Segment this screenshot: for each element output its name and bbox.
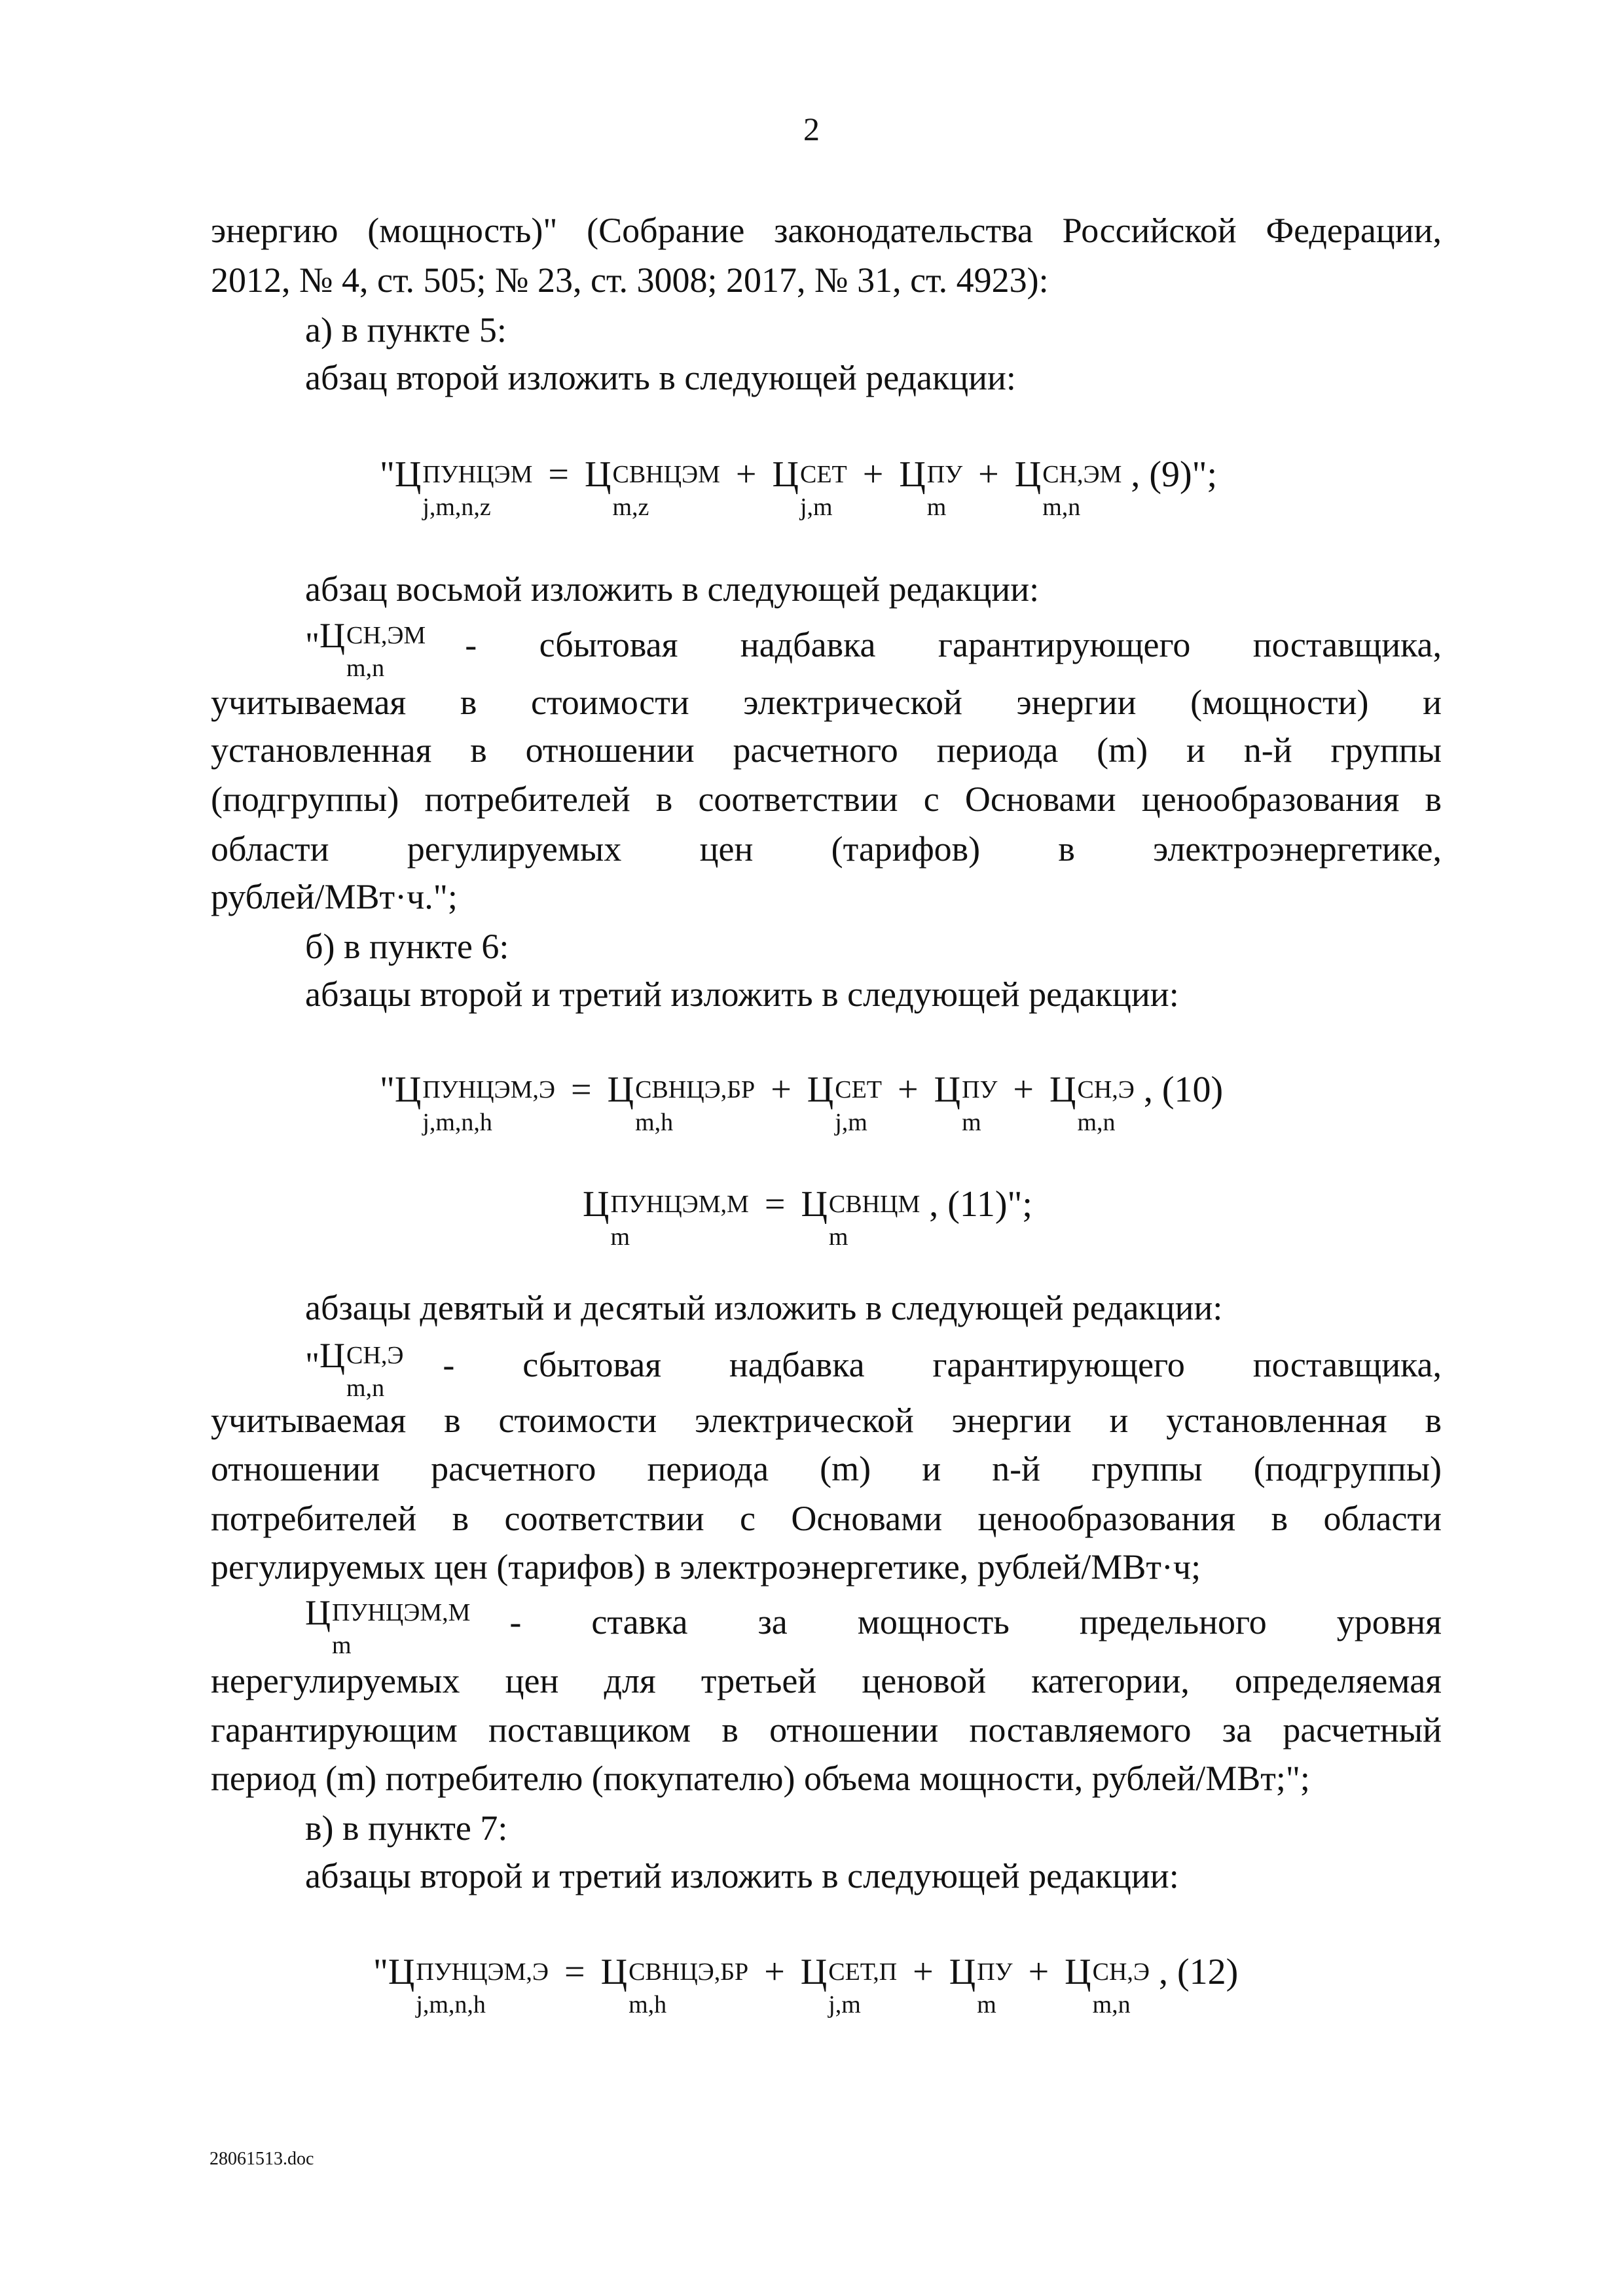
page-number: 2 <box>803 111 820 147</box>
formula-term: Ц СН,ЭМ m,n <box>319 616 426 682</box>
formula-term: Ц СВНЦЭМ m,z <box>585 454 720 521</box>
paragraph-line: отношении расчетного периода (m) и n-й группы (подгруппы) <box>211 1449 1442 1488</box>
paragraph-line: абзац второй изложить в следующей редакции: <box>305 358 1016 397</box>
formula-term: Ц СЕТ j,m <box>772 454 847 521</box>
formula-12: " Ц ПУНЦЭМ,Э j,m,n,h = Ц СВНЦЭ,БР m,h + Ц СЕТ,П j,m + Ц ПУ m + Ц СН,Э m,n , (12) <box>373 1943 1238 2013</box>
formula-term: Ц ПУ m <box>949 1952 1013 2018</box>
paragraph-line: период (m) потребителю (покупателю) объема мощности, рублей/МВт;"; <box>211 1759 1310 1798</box>
paragraph-line: 2012, № 4, ст. 505; № 23, ст. 3008; 2017, № 31, ст. 4923): <box>211 260 1049 300</box>
formula-term: Ц ПУ m <box>899 454 963 521</box>
formula-term: Ц СВНЦЭ,БР m,h <box>600 1952 749 2018</box>
formula-term: Ц ПУ m <box>934 1069 998 1136</box>
formula-term: Ц СЕТ j,m <box>807 1069 883 1136</box>
paragraph-line: (подгруппы) потребителей в соответствии с Основами ценообразования в <box>211 780 1442 819</box>
paragraph-line: абзац восьмой изложить в следующей редакции: <box>305 569 1040 609</box>
paragraph-line: учитываемая в стоимости электрической энергии и установленная в <box>211 1401 1442 1440</box>
formula-term: Ц ПУНЦЭМ,Э j,m,n,h <box>394 1069 556 1136</box>
formula-term: Ц СН,Э m,n <box>1049 1069 1135 1136</box>
paragraph-line: энергию (мощность)" (Собрание законодательства Российской Федерации, <box>211 211 1442 250</box>
paragraph-line: абзацы девятый и десятый изложить в следующей редакции: <box>305 1288 1223 1327</box>
footer-filename: 28061513.doc <box>210 2149 314 2169</box>
paragraph-line: области регулируемых цен (тарифов) в электроэнергетике, <box>211 829 1442 869</box>
formula-term: Ц ПУНЦЭМ,М m <box>583 1184 749 1251</box>
formula-term: Ц ПУНЦЭМ j,m,n,z <box>394 454 533 521</box>
paragraph-line: абзацы второй и третий изложить в следующей редакции: <box>305 1856 1179 1895</box>
formula-term: Ц СЕТ,П j,m <box>800 1952 898 2018</box>
definition-line: Ц ПУНЦЭМ,М m - ставка за мощность предельного уровня <box>305 1589 1442 1654</box>
paragraph-line: гарантирующим поставщиком в отношении поставляемого за расчетный <box>211 1710 1442 1749</box>
paragraph-line: учитываемая в стоимости электрической энергии (мощности) и <box>211 683 1442 722</box>
paragraph-line: установленная в отношении расчетного периода (m) и n-й группы <box>211 730 1442 770</box>
formula-11: Ц ПУНЦЭМ,М m = Ц СВНЦМ m , (11)"; <box>583 1175 1032 1246</box>
paragraph-line: нерегулируемых цен для третьей ценовой категории, определяемая <box>211 1661 1442 1700</box>
paragraph-line: в) в пункте 7: <box>305 1808 508 1848</box>
formula-term: Ц СН,Э m,n <box>319 1336 404 1402</box>
paragraph-line: а) в пункте 5: <box>305 310 507 350</box>
formula-term: Ц ПУНЦЭМ,М m <box>305 1593 471 1659</box>
formula-term: Ц ПУНЦЭМ,Э j,m,n,h <box>388 1952 549 2018</box>
formula-10: " Ц ПУНЦЭМ,Э j,m,n,h = Ц СВНЦЭ,БР m,h + Ц СЕТ j,m + Ц ПУ m + Ц СН,Э m,n , (10) <box>380 1060 1223 1131</box>
formula-term: Ц СН,Э m,n <box>1065 1952 1150 2018</box>
formula-term: Ц СВНЦЭ,БР m,h <box>607 1069 756 1136</box>
formula-9: " Ц ПУНЦЭМ j,m,n,z = Ц СВНЦЭМ m,z + Ц СЕТ j,m + Ц ПУ m + Ц СН,ЭМ m,n , (9)"; <box>380 445 1217 516</box>
paragraph-line: б) в пункте 6: <box>305 927 509 966</box>
definition-line: " Ц СН,ЭМ m,n - сбытовая надбавка гарантирующего поставщика, <box>305 612 1442 677</box>
formula-term: Ц СВНЦМ m <box>801 1184 921 1251</box>
formula-term: Ц СН,ЭМ m,n <box>1014 454 1122 521</box>
paragraph-line: рублей/МВт·ч."; <box>211 877 458 916</box>
paragraph-line: абзацы второй и третий изложить в следующей редакции: <box>305 975 1179 1014</box>
paragraph-line: регулируемых цен (тарифов) в электроэнергетике, рублей/МВт·ч; <box>211 1547 1201 1587</box>
definition-line: " Ц СН,Э m,n - сбытовая надбавка гарантирующего поставщика, <box>305 1332 1442 1397</box>
paragraph-line: потребителей в соответствии с Основами ценообразования в области <box>211 1499 1442 1538</box>
